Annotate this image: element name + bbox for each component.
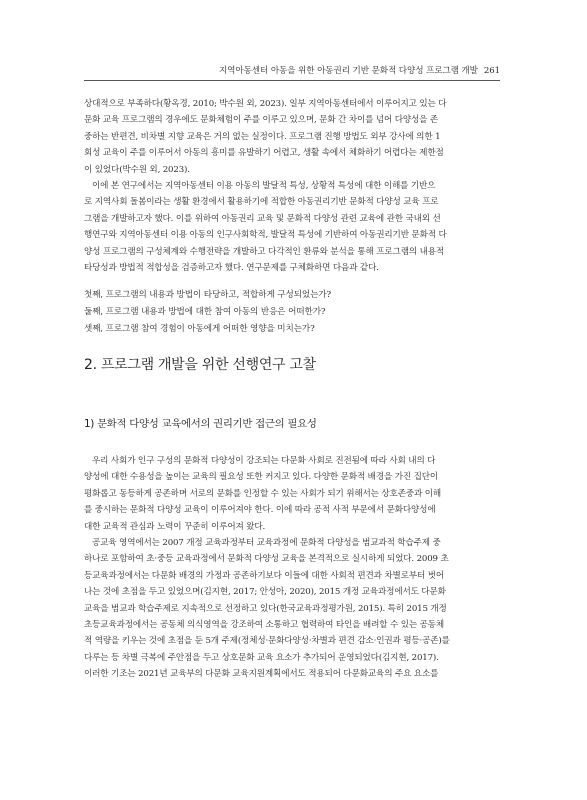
text-line: 타당성과 방법적 적합성을 검증하고자 했다. 연구문제를 구체화하면 다음과 같다. <box>84 263 379 274</box>
running-header <box>84 64 500 81</box>
running-title: 지역아동센터 아동을 위한 아동권리 기반 문화적 다양성 프로그램 개발 <box>218 66 478 76</box>
body-part-2 <box>84 453 500 683</box>
text-line: 양성에 대한 수용성을 높이는 교육의 필요성 또한 커지고 있다. 다양한 문화적 배경을 가진 집단이 <box>84 472 439 483</box>
section-title: 2. 프로그램 개발을 위한 선행연구 고찰 <box>84 357 316 373</box>
text-line: 회성 교육이 주를 이루어서 아동의 흥미를 유발하기 어렵고, 생활 속에서 체화하기 어렵다는 제한점 <box>84 148 444 159</box>
text-line: 이러한 기조는 2021년 교육부의 다문화 교육지원계획에서도 적용되어 다문화교육의 주요 요소를 <box>84 669 439 680</box>
text-line: 이 있었다(박수원 외, 2023). <box>84 164 190 175</box>
text-line: 다루는 등 차별 극복에 주안점을 두고 상호문화 교육 요소가 추가되어 운영되었다(김지현, 2017). <box>84 652 439 663</box>
text-line: 행연구와 지역아동센터 이용 아동의 인구사회학적, 발달적 특성에 기반하여 아동권리기반 문화적 다 <box>84 230 447 241</box>
purpose-paragraph <box>84 178 500 276</box>
body-part-1 <box>84 96 500 338</box>
text-line: 적 역량을 키우는 것에 초점을 둔 5개 주제(정체성·문화다양성·차별과 편견 감소·인권과 평등·공존)를 <box>84 636 450 647</box>
research-question: 첫째, 프로그램의 내용과 방법이 타당하고, 적합하게 구성되었는가? <box>84 290 332 301</box>
paragraph-3 <box>84 453 500 535</box>
text-line: 초등교육과정에서는 공동체 의식영역을 강조하여 소통하고 협력하여 타인을 배려할 수 있는 공동체 <box>84 620 445 631</box>
text-line: 그램을 개발하고자 했다. 이를 위하여 아동권리 교육 및 문화적 다양성 관련 교육에 관한 국내외 선 <box>84 213 441 224</box>
intro-paragraph <box>84 96 500 178</box>
text-line: 하나로 포함하여 초·중등 교육과정에서 문화적 다양성 교육을 본격적으로 실시하게 되었다. 2009 초 <box>84 554 449 565</box>
text-line: 평화롭고 동등하게 공존하며 서로의 문화를 인정할 수 있는 사회가 되기 위해서는 상호존중과 이해 <box>84 488 442 499</box>
text-line: 우리 사회가 인구 구성의 문화적 다양성이 강조되는 다문화 사회로 진전됨에 따라 사회 내의 다 <box>92 456 436 466</box>
text-line: 중하는 반편견, 비차별 지향 교육은 거의 없는 실정이다. 프로그램 진행 방법도 외부 강사에 의한 1 <box>84 131 441 142</box>
text-line: 를 중시하는 문화적 다양성 교육이 이루어져야 한다. 이에 따라 공적 사적 부문에서 문화다양성에 <box>84 505 436 516</box>
text-line: 공교육 영역에서는 2007 개정 교육과정부터 교육과정에 문화적 다양성을 범교과적 학습주제 중 <box>92 538 441 549</box>
research-questions <box>84 287 500 337</box>
paragraph-4 <box>84 535 500 683</box>
text-line: 상대적으로 부족하다(황옥경, 2010; 박수원 외, 2023). 일부 지역아동센터에서 이루어지고 있는 다 <box>84 99 447 109</box>
text-line: 등교육과정에서는 다문화 배경의 가정과 공존하기보다 이들에 대한 사회적 편견과 차별로부터 벗어 <box>84 570 445 581</box>
text-line: 문화 교육 프로그램의 경우에도 문화체험이 주를 이루고 있으며, 문화 간 차이를 넘어 다양성을 존 <box>84 115 439 126</box>
research-question: 둘째, 프로그램 내용과 방법에 대한 참여 아동의 반응은 어떠한가? <box>84 307 326 318</box>
text-line: 교육을 범교과 학습주제로 지속적으로 선정하고 있다(한국교육과정평가원, 2015). 특히 2015 개정 <box>84 603 447 614</box>
text-line: 로 지역사회 돌봄이라는 생활 환경에서 활용하기에 적합한 아동권리기반 문화적 다양성 교육 프로 <box>84 197 439 208</box>
text-line: 양성 프로그램의 구성체계와 수행전략을 개발하고 다각적인 환류와 분석을 통해 프로그램의 내용적 <box>84 246 445 257</box>
subsection-title: 1) 문화적 다양성 교육에서의 권리기반 접근의 필요성 <box>84 418 317 430</box>
text-line: 나는 것에 초점을 두고 있었으며(김지현, 2017; 안성아, 2020), 2015 개정 교육과정에서도 다문화 <box>84 587 446 598</box>
page-number: 261 <box>483 66 500 76</box>
text-line: 대한 교육적 관심과 노력이 꾸준히 이루어져 왔다. <box>84 521 266 532</box>
text-line: 이에 본 연구에서는 지역아동센터 이용 아동의 발달적 특성, 상황적 특성에 대한 이해를 기반으 <box>92 181 436 192</box>
research-question: 셋째, 프로그램 참여 경험이 아동에게 어떠한 영향을 미치는가? <box>84 324 315 335</box>
